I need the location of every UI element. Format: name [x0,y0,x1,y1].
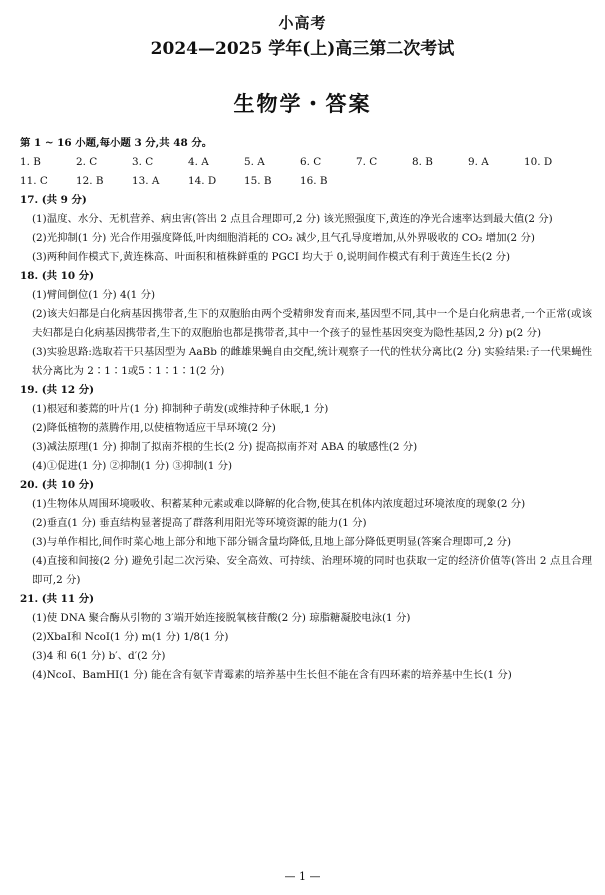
question-21-heading: 21. (共 11 分) [20,593,95,605]
page-number: — 1 — [284,870,321,883]
subject-title: 生物学・答案 [233,91,372,116]
choice-answer: 3. C [132,156,154,168]
answer-body [20,134,592,685]
question-19-part-4: (4)①促进(1 分) ②抑制(1 分) ③抑制(1 分) [32,460,233,472]
choice-answer: 14. D [188,175,217,187]
choice-answer: 12. B [76,175,104,187]
brand-title: 小高考 [278,14,327,32]
question-21-part-1: (1)使 DNA 聚合酶从引物的 3′端开始连接脱氧核苷酸(2 分) 琼脂糖凝胶电泳(1 分) [32,612,411,624]
question-20-part-4: (4)直接和间接(2 分) 避免引起二次污染、安全高效、可持续、治理环境的同时也获取一定的经济价值等(答出 2 点且合理即可,2 分) [32,555,592,586]
choice-answer: 6. C [300,156,322,168]
question-19-part-3: (3)减法原理(1 分) 抑制了拟南芥根的生长(2 分) 提高拟南芥对 ABA 的敏感性(2 分) [32,441,418,453]
choice-answer: 7. C [356,156,378,168]
choice-answer: 9. A [468,156,489,168]
question-18-part-2: (2)该夫妇都是白化病基因携带者,生下的双胞胎由两个受精卵发育而来,基因型不同,其中一个是白化病患者,一个正常(或该夫妇都是白化病基因携带者,生下的双胞胎也都是携带者,其中一个孩子的显性基因突变为隐性基因,2 分) p(2 分) [32,308,592,339]
question-18-part-1: (1)臂间倒位(1 分) 4(1 分) [32,289,156,301]
choice-answer: 1. B [20,156,41,168]
choice-answer: 15. B [244,175,272,187]
question-20-part-3: (3)与单作相比,间作时菜心地上部分和地下部分镉含量均降低,且地上部分降低更明显(答案合理即可,2 分) [32,536,512,548]
question-17-part-2: (2)光抑制(1 分) 光合作用强度降低,叶肉细胞消耗的 CO₂ 减少,且气孔导度增加,从外界吸收的 CO₂ 增加(2 分) [32,232,535,244]
question-18-part-3: (3)实验思路:选取若干只基因型为 AaBb 的雌雄果蝇自由交配,统计观察子一代的性状分离比(2 分) 实验结果:子一代果蝇性状分离比为 2∶1∶1或5∶1∶1∶1(2 分) [32,346,592,377]
question-21-part-4: (4)NcoⅠ、BamHⅠ(1 分) 能在含有氨苄青霉素的培养基中生长但不能在含有四环素的培养基中生长(1 分) [32,669,512,681]
choice-answer: 10. D [524,156,553,168]
question-18-heading: 18. (共 10 分) [20,270,95,282]
choice-answer: 4. A [188,156,209,168]
question-17-heading: 17. (共 9 分) [20,194,87,206]
question-21-part-2: (2)XbaⅠ和 NcoⅠ(1 分) m(1 分) 1/8(1 分) [32,631,229,643]
exam-title: 2024—2025 学年(上)高三第二次考试 [150,39,455,59]
choice-answer: 11. C [20,175,48,187]
choice-intro: 第 1 ~ 16 小题,每小题 3 分,共 48 分。 [20,137,213,149]
question-19-part-2: (2)降低植物的蒸腾作用,以使植物适应干旱环境(2 分) [32,422,276,434]
question-17-part-3: (3)两种间作模式下,黄连株高、叶面积和植株鲜重的 PGCI 均大于 0,说明间作模式有利于黄连生长(2 分) [32,251,511,263]
question-20-part-1: (1)生物体从周围环境吸收、积蓄某种元素或难以降解的化合物,使其在机体内浓度超过环境浓度的现象(2 分) [32,498,526,510]
choice-answer: 13. A [132,175,160,187]
question-20-part-2: (2)垂直(1 分) 垂直结构显著提高了群落利用阳光等环境资源的能力(1 分) [32,517,367,529]
choice-answer: 8. B [412,156,433,168]
choice-answers-row-1 [20,153,592,172]
choice-answer: 5. A [244,156,265,168]
question-19-part-1: (1)根冠和萎蔫的叶片(1 分) 抑制种子萌发(或维持种子休眠,1 分) [32,403,329,415]
choice-answers-row-2 [20,172,592,191]
choice-answer: 2. C [76,156,98,168]
question-19-heading: 19. (共 12 分) [20,384,95,396]
question-17-part-1: (1)温度、水分、无机营养、病虫害(答出 2 点且合理即可,2 分) 该光照强度下,黄连的净光合速率达到最大值(2 分) [32,213,553,225]
question-21-part-3: (3)4 和 6(1 分) b′、d′(2 分) [32,650,166,662]
question-20-heading: 20. (共 10 分) [20,479,95,491]
choice-answer: 16. B [300,175,328,187]
